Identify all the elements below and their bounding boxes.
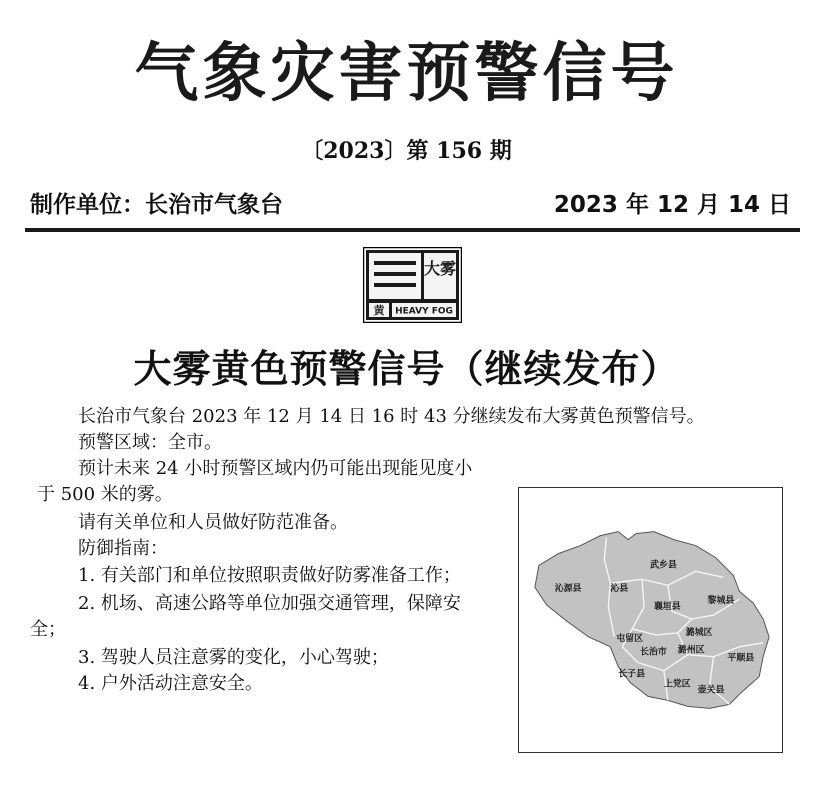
issue-date: 2023 年 12 月 14 日 [553, 192, 791, 218]
map-region-shape [535, 532, 769, 709]
warning-area-map [518, 487, 783, 753]
warning-title: 大雾黄色预警信号（继续发布） [133, 347, 680, 391]
document-title: 气象灾害预警信号 [134, 37, 679, 111]
sign-char: 大雾 [423, 259, 457, 278]
paragraph-issued: 长治市气象台 2023 年 12 月 14 日 16 时 43 分继续发布大雾黄色预警信号。 [78, 406, 705, 427]
producer-label: 制作单位：长治市气象台 [30, 192, 283, 218]
guide-heading: 防御指南： [78, 538, 168, 559]
map-label: 长子县 [618, 669, 646, 680]
guide-item-2-cont: 全； [30, 619, 66, 640]
map-label: 沁县 [610, 584, 629, 595]
paragraph-forecast-1: 预计未来 24 小时预警区域内仍可能出现能见度小 [78, 458, 473, 479]
header-divider [25, 228, 800, 232]
guide-item-4: 4. 户外活动注意安全。 [78, 673, 263, 694]
guide-item-2: 2. 机场、高速公路等单位加强交通管理，保障安 [78, 593, 461, 614]
map-label: 屯留区 [616, 633, 644, 644]
guide-item-3: 3. 驾驶人员注意雾的变化，小心驾驶； [78, 647, 389, 668]
sign-label-en: HEAVY FOG [395, 306, 453, 317]
map-label: 长治市 [640, 647, 667, 658]
heavy-fog-warning-icon [363, 247, 462, 323]
guide-item-1: 1. 有关部门和单位按照职责做好防雾准备工作； [78, 565, 461, 586]
map-label: 潞城区 [685, 627, 713, 638]
map-label: 潞州区 [677, 645, 705, 656]
map-label: 壶关县 [697, 685, 725, 696]
paragraph-prepare: 请有关单位和人员做好防范准备。 [78, 512, 348, 533]
map-label: 襄垣县 [653, 602, 681, 613]
map-label: 上党区 [663, 679, 691, 690]
map-label: 平顺县 [727, 653, 755, 664]
sign-label-cn: 黄 [373, 304, 385, 317]
map-label: 武乡县 [650, 560, 677, 571]
map-label: 沁源县 [554, 584, 582, 595]
issue-number: 〔2023〕第 156 期 [301, 138, 512, 164]
map-label: 黎城县 [707, 596, 735, 607]
paragraph-area: 预警区域：全市。 [78, 432, 222, 453]
paragraph-forecast-2: 于 500 米的雾。 [37, 484, 173, 505]
